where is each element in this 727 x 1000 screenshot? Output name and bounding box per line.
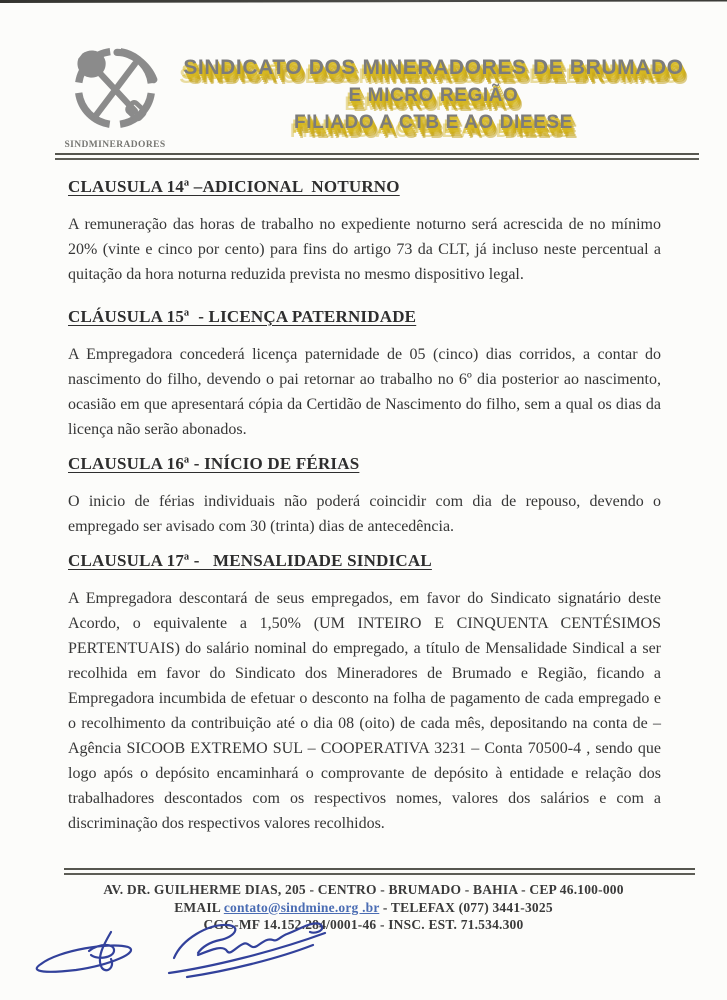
clause-15: [68, 307, 661, 442]
footer-registration: CGC-MF 14.152.284/0001-46 - INSC. EST. 71.534.300: [203, 917, 524, 932]
mining-tools-icon: [62, 121, 168, 138]
telefax-text: - TELEFAX (077) 3441-3025: [382, 899, 553, 915]
clause-15-heading: CLÁUSULA 15ª - LICENÇA PATERNIDADE: [68, 307, 417, 326]
letterhead-title: [174, 44, 693, 134]
clause-14: [68, 177, 661, 287]
email-link[interactable]: contato@sindmine.org .br: [223, 899, 380, 915]
footer-divider: [64, 868, 695, 875]
letterhead: [0, 0, 727, 150]
clause-16-heading: CLAUSULA 16ª - INÍCIO DE FÉRIAS: [68, 454, 360, 473]
footer-address: AV. DR. GUILHERME DIAS, 205 - CENTRO - BRUMADO - BAHIA - CEP 46.100-000: [103, 882, 624, 897]
union-logo: [56, 44, 174, 150]
logo-caption: SINDMINERADORES: [64, 140, 166, 150]
clause-17: [68, 551, 661, 836]
email-label: EMAIL: [174, 899, 221, 915]
clause-17-heading: CLAUSULA 17ª - MENSALIDADE SINDICAL: [68, 551, 432, 570]
title-line-1: SINDICATO DOS MINERADORES DE BRUMADO: [183, 56, 684, 79]
signature-scribbles-icon: [14, 983, 349, 1000]
clause-14-heading: CLAUSULA 14ª –ADICIONAL NOTURNO: [68, 177, 400, 196]
document-body: [68, 177, 661, 836]
signatures: [14, 916, 349, 1000]
clause-14-body: A remuneração das horas de trabalho no expediente noturno será acrescida de no mínimo 20% (vinte e cinco por cento) para fins do artigo 73 da CLT, já incluso neste percentual a quitação da hora noturna reduzida prevista no mesmo dispositivo legal.: [68, 216, 661, 283]
footer-contact-line: [0, 899, 727, 917]
clause-16: [68, 454, 661, 539]
clause-15-body: A Empregadora concederá licença paternidade de 05 (cinco) dias corridos, a contar do nascimento do filho, devendo o pai retornar ao trabalho no 6º dia posterior ao nascimento, ocasião em que apresentará cópia da Certidão de Nascimento do filho, sem a qual os dias da licença não serão abonados.: [68, 346, 661, 438]
title-line-3: FILIADO A CTB E AO DIEESE: [294, 112, 573, 133]
clause-16-body: O inicio de férias individuais não poderá coincidir com dia de repouso, devendo o empregado ser avisado com 30 (trinta) dias de antecedência.: [68, 493, 661, 535]
clause-17-body: A Empregadora descontará de seus empregados, em favor do Sindicato signatário deste Acordo, o equivalente a 1,50% (UM INTEIRO E CINQUENTA CENTÉSIMOS PERTENTUAIS) do salário nominal do empregado, a título de Mensalidade Sindical a ser recolhida em favor do Sindicato dos Mineradores de Brumado e Região, ficando a Empregadora incumbida de efetuar o desconto na folha de pagamento de cada empregado e o recolhimento da contribuição até o dia 08 (oito) de cada mês, depositando na conta de – Agência SICOOB EXTREMO SUL – COOPERATIVA 3231 – Conta 70500-4 , sendo que logo após o depósito encaminhará o comprovante de depósito à entidade e relação dos trabalhadores descontados com os respectivos nomes, valores dos salários e com a discriminação dos respectivos valores recolhidos.: [68, 590, 661, 832]
title-line-2: E MICRO REGIÃO: [348, 85, 519, 106]
header-divider: [55, 153, 699, 160]
